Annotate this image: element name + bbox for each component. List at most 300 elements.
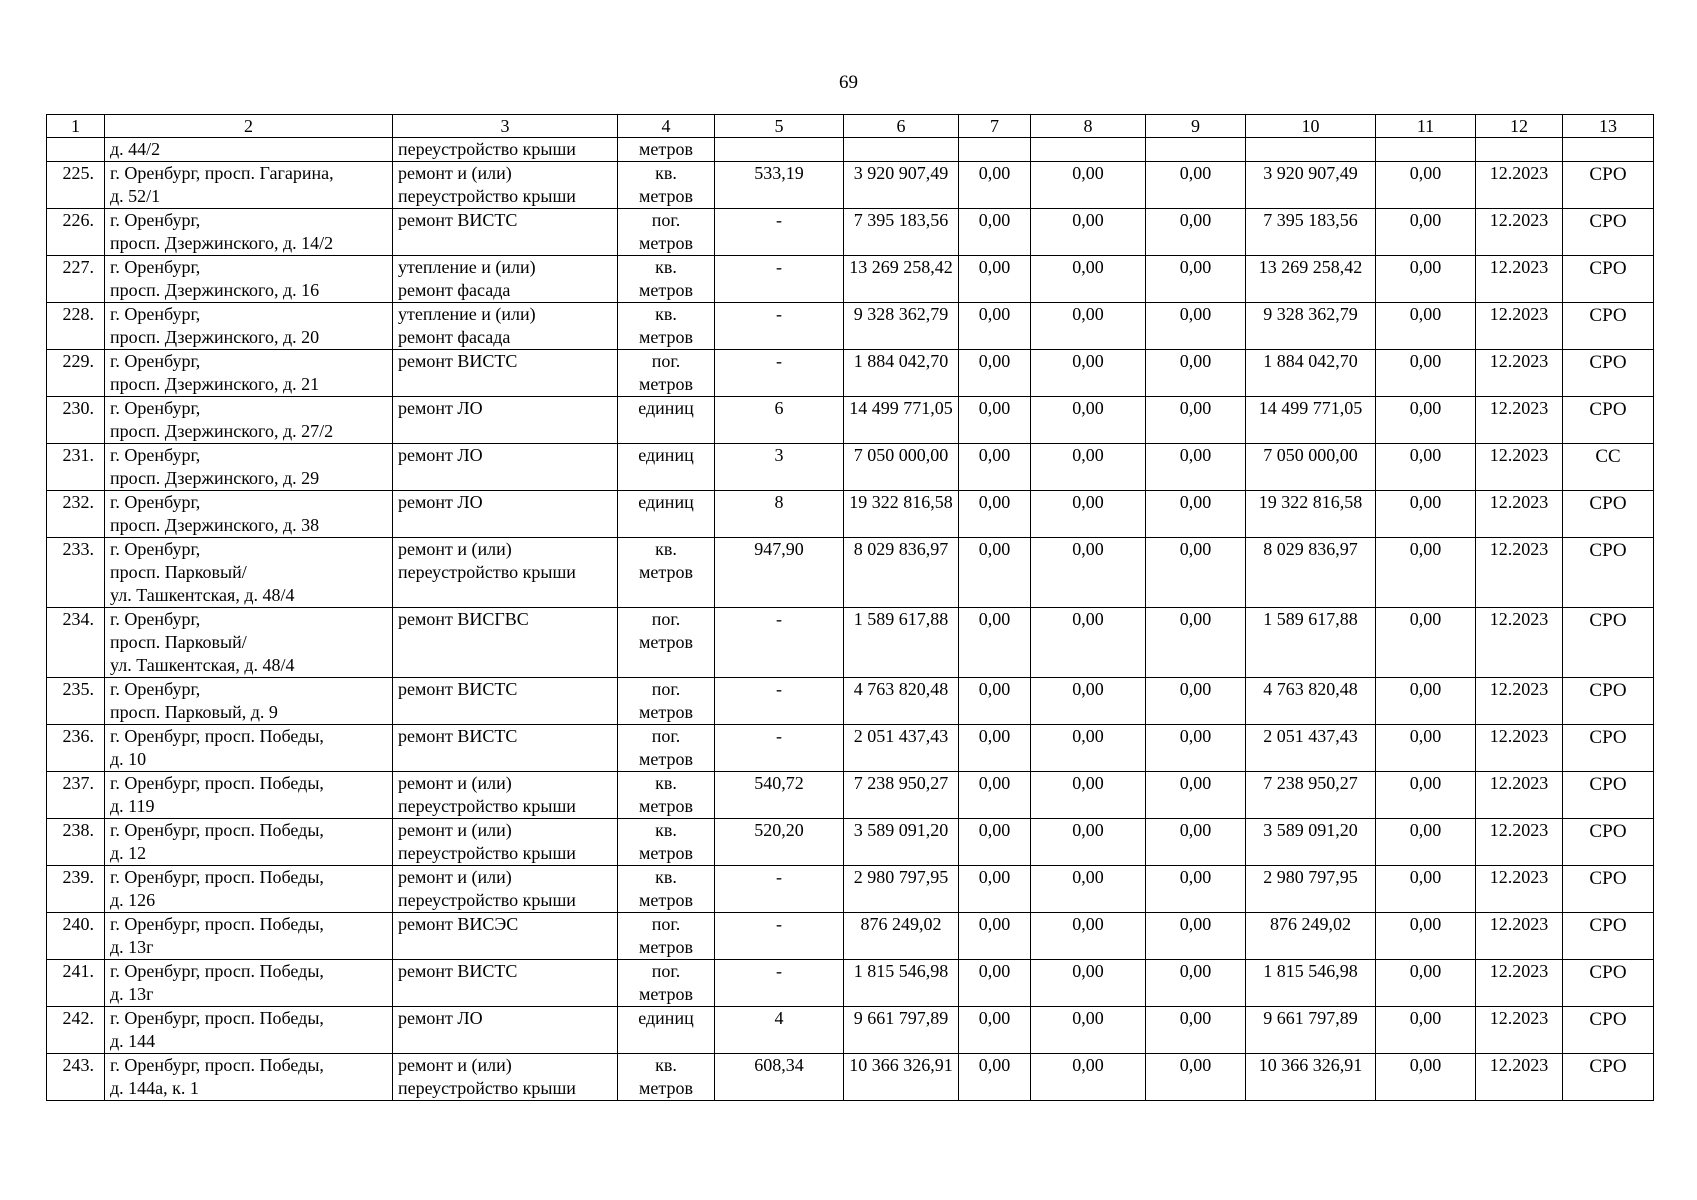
address-line: д. 126: [110, 890, 156, 910]
unit-cell: [618, 866, 715, 913]
row-number-cell: 226.: [47, 209, 105, 256]
fund-regional-cell: 0,00: [1031, 608, 1146, 678]
volume-cell: -: [715, 913, 844, 960]
fund-owners-cell: 1 815 546,98: [1246, 960, 1376, 1007]
fund-regional-cell: 0,00: [1031, 256, 1146, 303]
fund-federal-cell: 0,00: [959, 819, 1031, 866]
row-number-cell: 236.: [47, 725, 105, 772]
volume-cell: 8: [715, 491, 844, 538]
table-row: [47, 819, 1654, 866]
table-row: [47, 303, 1654, 350]
address-line: г. Оренбург,: [110, 210, 201, 230]
volume-cell: -: [715, 350, 844, 397]
row-number-cell: 243.: [47, 1054, 105, 1101]
total-cost-cell: 13 269 258,42: [844, 256, 959, 303]
unit-line: кв.: [655, 539, 677, 559]
column-number-9: 9: [1146, 115, 1246, 138]
page-number: 69: [839, 72, 858, 93]
unit-line: единиц: [638, 445, 694, 465]
fund-method-cell: СРО: [1563, 725, 1654, 772]
address-line: д. 44/2: [110, 139, 161, 159]
fund-regional-cell: 0,00: [1031, 162, 1146, 209]
row-number-cell: 233.: [47, 538, 105, 608]
fund-federal-cell: 0,00: [959, 491, 1031, 538]
fund-owners-cell: 7 395 183,56: [1246, 209, 1376, 256]
column-number-6: 6: [844, 115, 959, 138]
fund-regional-cell: 0,00: [1031, 209, 1146, 256]
unit-cell: [618, 725, 715, 772]
address-cell: [105, 772, 393, 819]
fund-local-cell: 0,00: [1146, 678, 1246, 725]
fund-other-cell: 0,00: [1376, 209, 1476, 256]
table-row: [47, 608, 1654, 678]
row-number-cell: 239.: [47, 866, 105, 913]
fund-method-cell: СРО: [1563, 1007, 1654, 1054]
column-number-8: 8: [1031, 115, 1146, 138]
fund-federal-cell: 0,00: [959, 866, 1031, 913]
fund-local-cell: 0,00: [1146, 913, 1246, 960]
column-number-12: 12: [1476, 115, 1563, 138]
fund-federal-cell: 0,00: [959, 960, 1031, 1007]
table-row: [47, 209, 1654, 256]
work-type-cell: [393, 303, 618, 350]
work-type-line: ремонт и (или): [398, 539, 512, 559]
unit-line: метров: [639, 139, 693, 159]
fund-owners-cell: [1246, 138, 1376, 162]
total-cost-cell: 1 815 546,98: [844, 960, 959, 1007]
address-line: просп. Дзержинского, д. 29: [110, 468, 320, 488]
unit-line: кв.: [655, 867, 677, 887]
fund-method-cell: СРО: [1563, 209, 1654, 256]
fund-federal-cell: 0,00: [959, 608, 1031, 678]
address-cell: [105, 725, 393, 772]
fund-federal-cell: 0,00: [959, 772, 1031, 819]
address-line: д. 12: [110, 843, 147, 863]
unit-cell: [618, 491, 715, 538]
address-cell: [105, 608, 393, 678]
fund-regional-cell: 0,00: [1031, 819, 1146, 866]
row-number-cell: 230.: [47, 397, 105, 444]
address-cell: [105, 1007, 393, 1054]
completion-date-cell: 12.2023: [1476, 256, 1563, 303]
unit-cell: [618, 138, 715, 162]
work-type-line: переустройство крыши: [398, 796, 576, 816]
unit-line: метров: [639, 749, 693, 769]
address-line: просп. Парковый/: [110, 632, 247, 652]
fund-federal-cell: [959, 138, 1031, 162]
total-cost-cell: 10 366 326,91: [844, 1054, 959, 1101]
work-type-line: ремонт ЛО: [398, 398, 483, 418]
total-cost-cell: 1 589 617,88: [844, 608, 959, 678]
fund-method-cell: СРО: [1563, 678, 1654, 725]
column-number-2: 2: [105, 115, 393, 138]
fund-other-cell: 0,00: [1376, 491, 1476, 538]
completion-date-cell: 12.2023: [1476, 772, 1563, 819]
completion-date-cell: 12.2023: [1476, 209, 1563, 256]
address-line: г. Оренбург,: [110, 351, 201, 371]
fund-other-cell: 0,00: [1376, 303, 1476, 350]
unit-line: метров: [639, 843, 693, 863]
fund-regional-cell: 0,00: [1031, 303, 1146, 350]
work-type-cell: [393, 772, 618, 819]
fund-local-cell: 0,00: [1146, 491, 1246, 538]
work-type-line: ремонт ЛО: [398, 1008, 483, 1028]
unit-line: пог.: [651, 351, 681, 371]
fund-owners-cell: 876 249,02: [1246, 913, 1376, 960]
fund-regional-cell: 0,00: [1031, 444, 1146, 491]
work-type-line: ремонт и (или): [398, 867, 512, 887]
fund-local-cell: 0,00: [1146, 819, 1246, 866]
fund-owners-cell: 9 328 362,79: [1246, 303, 1376, 350]
unit-line: кв.: [655, 304, 677, 324]
unit-line: кв.: [655, 820, 677, 840]
address-cell: [105, 913, 393, 960]
fund-regional-cell: 0,00: [1031, 350, 1146, 397]
work-type-cell: [393, 444, 618, 491]
address-line: г. Оренбург, просп. Победы,: [110, 867, 324, 887]
address-line: г. Оренбург, просп. Гагарина,: [110, 163, 334, 183]
completion-date-cell: 12.2023: [1476, 303, 1563, 350]
fund-local-cell: 0,00: [1146, 350, 1246, 397]
row-number-cell: 232.: [47, 491, 105, 538]
column-number-7: 7: [959, 115, 1031, 138]
address-line: г. Оренбург,: [110, 679, 201, 699]
work-type-cell: [393, 162, 618, 209]
total-cost-cell: 2 980 797,95: [844, 866, 959, 913]
work-type-cell: [393, 538, 618, 608]
completion-date-cell: 12.2023: [1476, 397, 1563, 444]
address-line: просп. Парковый, д. 9: [110, 702, 278, 722]
address-line: д. 119: [110, 796, 155, 816]
address-cell: [105, 678, 393, 725]
unit-cell: [618, 1007, 715, 1054]
fund-owners-cell: 4 763 820,48: [1246, 678, 1376, 725]
row-number-cell: 228.: [47, 303, 105, 350]
fund-owners-cell: 7 238 950,27: [1246, 772, 1376, 819]
address-cell: [105, 960, 393, 1007]
completion-date-cell: 12.2023: [1476, 725, 1563, 772]
fund-federal-cell: 0,00: [959, 1054, 1031, 1101]
work-type-cell: [393, 397, 618, 444]
work-type-line: ремонт фасада: [398, 327, 511, 347]
unit-line: кв.: [655, 163, 677, 183]
row-number-cell: 229.: [47, 350, 105, 397]
fund-other-cell: 0,00: [1376, 350, 1476, 397]
completion-date-cell: 12.2023: [1476, 678, 1563, 725]
unit-line: пог.: [651, 726, 681, 746]
work-type-line: ремонт и (или): [398, 163, 512, 183]
fund-owners-cell: 1 589 617,88: [1246, 608, 1376, 678]
fund-owners-cell: 9 661 797,89: [1246, 1007, 1376, 1054]
fund-local-cell: 0,00: [1146, 866, 1246, 913]
address-line: д. 13г: [110, 984, 154, 1004]
unit-line: метров: [639, 796, 693, 816]
volume-cell: 6: [715, 397, 844, 444]
volume-cell: 540,72: [715, 772, 844, 819]
volume-cell: -: [715, 256, 844, 303]
fund-federal-cell: 0,00: [959, 162, 1031, 209]
work-type-line: ремонт и (или): [398, 773, 512, 793]
fund-method-cell: СРО: [1563, 819, 1654, 866]
row-number-cell: 235.: [47, 678, 105, 725]
work-type-cell: [393, 256, 618, 303]
volume-cell: -: [715, 678, 844, 725]
fund-local-cell: 0,00: [1146, 1007, 1246, 1054]
column-number-13: 13: [1563, 115, 1654, 138]
total-cost-cell: 2 051 437,43: [844, 725, 959, 772]
unit-cell: [618, 303, 715, 350]
fund-federal-cell: 0,00: [959, 303, 1031, 350]
unit-cell: [618, 256, 715, 303]
unit-line: метров: [639, 632, 693, 652]
fund-other-cell: 0,00: [1376, 1054, 1476, 1101]
fund-other-cell: 0,00: [1376, 538, 1476, 608]
row-number-cell: 238.: [47, 819, 105, 866]
fund-owners-cell: 19 322 816,58: [1246, 491, 1376, 538]
volume-cell: -: [715, 209, 844, 256]
address-line: просп. Дзержинского, д. 27/2: [110, 421, 334, 441]
fund-regional-cell: 0,00: [1031, 397, 1146, 444]
completion-date-cell: 12.2023: [1476, 162, 1563, 209]
address-cell: [105, 397, 393, 444]
fund-method-cell: СРО: [1563, 491, 1654, 538]
row-number-cell: 227.: [47, 256, 105, 303]
address-line: просп. Дзержинского, д. 20: [110, 327, 320, 347]
address-line: г. Оренбург, просп. Победы,: [110, 914, 324, 934]
total-cost-cell: 876 249,02: [844, 913, 959, 960]
table-row: [47, 1054, 1654, 1101]
fund-method-cell: СРО: [1563, 866, 1654, 913]
fund-method-cell: СРО: [1563, 772, 1654, 819]
fund-method-cell: СРО: [1563, 303, 1654, 350]
unit-line: метров: [639, 233, 693, 253]
work-type-cell: [393, 913, 618, 960]
table-row: [47, 491, 1654, 538]
address-line: г. Оренбург, просп. Победы,: [110, 1055, 324, 1075]
fund-owners-cell: 10 366 326,91: [1246, 1054, 1376, 1101]
fund-owners-cell: 3 920 907,49: [1246, 162, 1376, 209]
unit-cell: [618, 678, 715, 725]
unit-cell: [618, 397, 715, 444]
work-type-line: ремонт ВИСГВС: [398, 609, 529, 629]
address-line: г. Оренбург, просп. Победы,: [110, 726, 324, 746]
fund-other-cell: 0,00: [1376, 162, 1476, 209]
unit-line: метров: [639, 562, 693, 582]
address-line: д. 144: [110, 1031, 156, 1051]
fund-other-cell: 0,00: [1376, 913, 1476, 960]
fund-local-cell: 0,00: [1146, 256, 1246, 303]
fund-regional-cell: [1031, 138, 1146, 162]
fund-owners-cell: 7 050 000,00: [1246, 444, 1376, 491]
completion-date-cell: 12.2023: [1476, 350, 1563, 397]
fund-other-cell: 0,00: [1376, 772, 1476, 819]
fund-regional-cell: 0,00: [1031, 1054, 1146, 1101]
address-line: г. Оренбург,: [110, 398, 201, 418]
address-cell: [105, 538, 393, 608]
column-number-row: [47, 115, 1654, 138]
column-number-11: 11: [1376, 115, 1476, 138]
address-line: г. Оренбург,: [110, 304, 201, 324]
fund-federal-cell: 0,00: [959, 397, 1031, 444]
fund-federal-cell: 0,00: [959, 678, 1031, 725]
address-line: ул. Ташкентская, д. 48/4: [110, 655, 295, 675]
fund-method-cell: СРО: [1563, 1054, 1654, 1101]
address-line: г. Оренбург,: [110, 492, 201, 512]
unit-line: пог.: [651, 609, 681, 629]
fund-other-cell: 0,00: [1376, 678, 1476, 725]
fund-regional-cell: 0,00: [1031, 725, 1146, 772]
unit-line: пог.: [651, 679, 681, 699]
address-line: просп. Дзержинского, д. 14/2: [110, 233, 334, 253]
table-row: [47, 1007, 1654, 1054]
address-line: просп. Дзержинского, д. 21: [110, 374, 320, 394]
fund-owners-cell: 1 884 042,70: [1246, 350, 1376, 397]
work-type-cell: [393, 960, 618, 1007]
fund-local-cell: 0,00: [1146, 444, 1246, 491]
fund-regional-cell: 0,00: [1031, 1007, 1146, 1054]
total-cost-cell: 7 238 950,27: [844, 772, 959, 819]
capital-repair-table: [46, 114, 1654, 1101]
unit-cell: [618, 819, 715, 866]
address-cell: [105, 209, 393, 256]
address-line: д. 10: [110, 749, 147, 769]
work-type-line: ремонт ЛО: [398, 492, 483, 512]
address-line: г. Оренбург,: [110, 257, 201, 277]
work-type-line: переустройство крыши: [398, 562, 576, 582]
fund-other-cell: 0,00: [1376, 256, 1476, 303]
address-line: г. Оренбург,: [110, 609, 201, 629]
fund-other-cell: 0,00: [1376, 725, 1476, 772]
volume-cell: 3: [715, 444, 844, 491]
column-number-3: 3: [393, 115, 618, 138]
fund-other-cell: 0,00: [1376, 866, 1476, 913]
row-number-cell: [47, 138, 105, 162]
fund-federal-cell: 0,00: [959, 538, 1031, 608]
fund-other-cell: [1376, 138, 1476, 162]
table-row: [47, 725, 1654, 772]
fund-federal-cell: 0,00: [959, 913, 1031, 960]
volume-cell: 608,34: [715, 1054, 844, 1101]
table-row: [47, 162, 1654, 209]
table-row: [47, 444, 1654, 491]
address-line: г. Оренбург, просп. Победы,: [110, 1008, 324, 1028]
total-cost-cell: 9 328 362,79: [844, 303, 959, 350]
address-line: д. 52/1: [110, 186, 161, 206]
fund-local-cell: 0,00: [1146, 162, 1246, 209]
fund-method-cell: СРО: [1563, 350, 1654, 397]
fund-owners-cell: 3 589 091,20: [1246, 819, 1376, 866]
fund-local-cell: 0,00: [1146, 960, 1246, 1007]
work-type-line: утепление и (или): [398, 257, 536, 277]
unit-cell: [618, 209, 715, 256]
fund-other-cell: 0,00: [1376, 608, 1476, 678]
fund-other-cell: 0,00: [1376, 960, 1476, 1007]
completion-date-cell: 12.2023: [1476, 444, 1563, 491]
row-number-cell: 225.: [47, 162, 105, 209]
fund-local-cell: 0,00: [1146, 538, 1246, 608]
fund-other-cell: 0,00: [1376, 397, 1476, 444]
row-number-cell: 241.: [47, 960, 105, 1007]
unit-cell: [618, 444, 715, 491]
fund-owners-cell: 2 980 797,95: [1246, 866, 1376, 913]
fund-method-cell: СРО: [1563, 256, 1654, 303]
row-number-cell: 237.: [47, 772, 105, 819]
fund-federal-cell: 0,00: [959, 256, 1031, 303]
completion-date-cell: [1476, 138, 1563, 162]
fund-owners-cell: 2 051 437,43: [1246, 725, 1376, 772]
unit-line: пог.: [651, 914, 681, 934]
work-type-cell: [393, 209, 618, 256]
work-type-line: ремонт ЛО: [398, 445, 483, 465]
fund-other-cell: 0,00: [1376, 1007, 1476, 1054]
work-type-line: ремонт и (или): [398, 1055, 512, 1075]
fund-local-cell: 0,00: [1146, 608, 1246, 678]
table-row: [47, 350, 1654, 397]
fund-method-cell: СРО: [1563, 397, 1654, 444]
work-type-line: ремонт ВИСТС: [398, 961, 518, 981]
volume-cell: -: [715, 303, 844, 350]
total-cost-cell: [844, 138, 959, 162]
work-type-cell: [393, 819, 618, 866]
address-line: г. Оренбург, просп. Победы,: [110, 773, 324, 793]
unit-line: метров: [639, 702, 693, 722]
table-row: [47, 866, 1654, 913]
volume-cell: -: [715, 960, 844, 1007]
fund-owners-cell: 14 499 771,05: [1246, 397, 1376, 444]
fund-owners-cell: 13 269 258,42: [1246, 256, 1376, 303]
fund-regional-cell: 0,00: [1031, 866, 1146, 913]
unit-line: метров: [639, 280, 693, 300]
fund-federal-cell: 0,00: [959, 350, 1031, 397]
total-cost-cell: 19 322 816,58: [844, 491, 959, 538]
work-type-line: переустройство крыши: [398, 843, 576, 863]
unit-cell: [618, 772, 715, 819]
fund-regional-cell: 0,00: [1031, 772, 1146, 819]
fund-other-cell: 0,00: [1376, 819, 1476, 866]
column-number-1: 1: [47, 115, 105, 138]
total-cost-cell: 7 050 000,00: [844, 444, 959, 491]
unit-cell: [618, 350, 715, 397]
address-cell: [105, 819, 393, 866]
completion-date-cell: 12.2023: [1476, 1054, 1563, 1101]
work-type-cell: [393, 138, 618, 162]
unit-line: пог.: [651, 210, 681, 230]
volume-cell: 4: [715, 1007, 844, 1054]
fund-local-cell: 0,00: [1146, 397, 1246, 444]
total-cost-cell: 3 920 907,49: [844, 162, 959, 209]
fund-regional-cell: 0,00: [1031, 678, 1146, 725]
row-number-cell: 231.: [47, 444, 105, 491]
fund-method-cell: СРО: [1563, 960, 1654, 1007]
work-type-cell: [393, 678, 618, 725]
completion-date-cell: 12.2023: [1476, 608, 1563, 678]
fund-method-cell: СРО: [1563, 538, 1654, 608]
work-type-line: ремонт и (или): [398, 820, 512, 840]
fund-federal-cell: 0,00: [959, 725, 1031, 772]
work-type-line: переустройство крыши: [398, 1078, 576, 1098]
address-cell: [105, 444, 393, 491]
work-type-line: переустройство крыши: [398, 186, 576, 206]
unit-cell: [618, 162, 715, 209]
fund-regional-cell: 0,00: [1031, 491, 1146, 538]
address-line: г. Оренбург,: [110, 539, 201, 559]
row-number-cell: 240.: [47, 913, 105, 960]
table-row: [47, 960, 1654, 1007]
volume-cell: [715, 138, 844, 162]
fund-local-cell: 0,00: [1146, 1054, 1246, 1101]
fund-regional-cell: 0,00: [1031, 960, 1146, 1007]
table-row: [47, 538, 1654, 608]
